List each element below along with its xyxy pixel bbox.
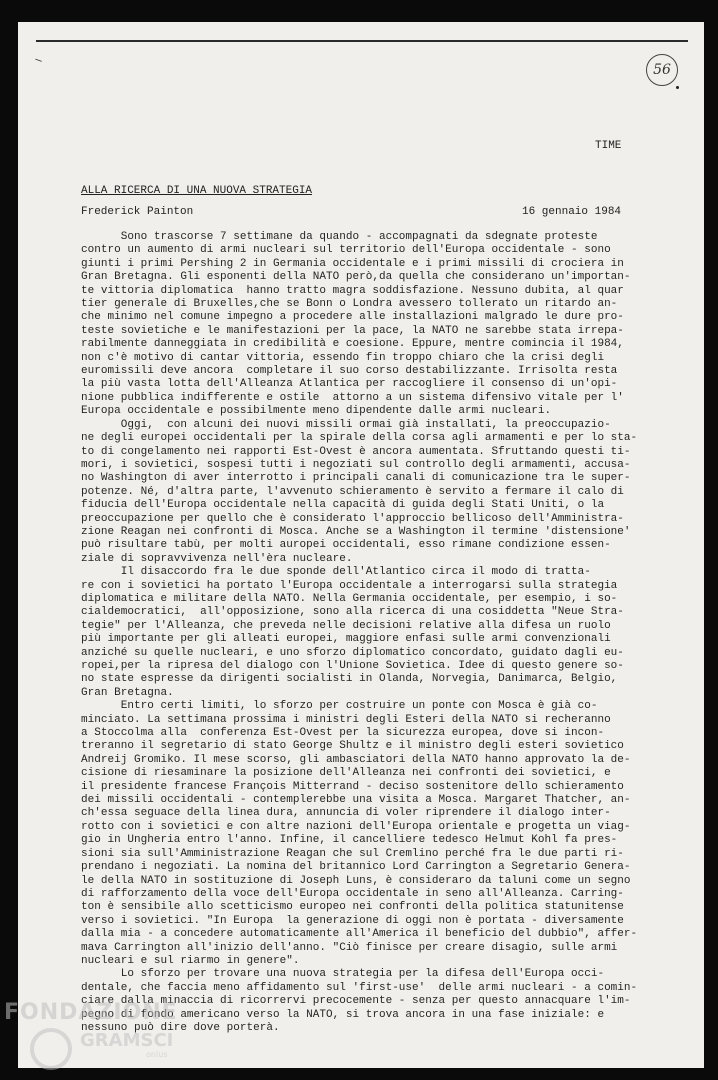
body-line: tier generale di Bruxelles,che se Bonn o Londra avessero tollerato un ritardo an-: [81, 298, 618, 311]
body-line: più importante per gli alleati europei, maggiore enfasi sulle armi convenzionali: [81, 633, 611, 646]
body-line: che minimo nel comune impegno a procedere alle installazioni malgrado le dure pro-: [81, 311, 624, 324]
body-line: zione Reagan nei confronti di Mosca. Anche se a Washington il termine 'distensione': [81, 525, 631, 538]
body-line: preoccupazione per quello che è considerato l'approccio bellicoso dell'Amministra-: [81, 512, 624, 525]
body-line: rotto con i sovietici e con altre nazioni dell'Europa orientale e progetta un viag-: [81, 820, 631, 833]
body-line: cisione di riesaminare la posizione dell'Alleanza nei confronti dei sovietici, e: [81, 767, 611, 780]
body-line: Andreij Gromiko. Il mese scorso, gli ambasciatori della NATO hanno approvato la de-: [81, 753, 631, 766]
body-line: dalla mia - a concedere automaticamente all'America il beneficio del dubbio", affer-: [81, 928, 638, 941]
watermark-gramsci: GRAMSCI: [80, 1030, 174, 1051]
body-line: Oggi, con alcuni dei nuovi missili ormai già installati, la preoccupazio-: [81, 418, 611, 431]
document-page: [18, 22, 704, 1068]
body-line: Entro certi limiti, lo sforzo per costruire un ponte con Mosca è già co-: [81, 700, 598, 713]
body-line: tegie" per l'Alleanza, che preveda nelle decisioni relative alla difesa un ruolo: [81, 619, 611, 632]
body-line: Gran Bretagna.: [81, 686, 174, 699]
body-line: ton è sensibile allo scetticismo europeo nei confronti della politica statunitense: [81, 901, 624, 914]
body-line: ciare dalla minaccia di ricorrervi precocemente - senza per questo annacquare l'im-: [81, 995, 631, 1008]
body-line: Lo sforzo per trovare una nuova strategia per la difesa dell'Europa occi-: [81, 968, 605, 981]
body-line: to di congelamento nei rapporti Est-Ovest è ancora aumentata. Sfruttando questi ti-: [81, 445, 631, 458]
body-line: ne degli europei occidentali per la spirale della corsa agli armamenti e per lo sta-: [81, 432, 638, 445]
body-line: dei missili occidentali - contemplerebbe una visita a Mosca. Margaret Thatcher, an-: [81, 794, 631, 807]
watermark-logo-icon: [30, 1028, 72, 1070]
body-line: giunti i primi Pershing 2 in Germania occidentale e i primi missili di crociera in: [81, 257, 624, 270]
body-line: minciato. La settimana prossima i ministri degli Esteri della NATO si recheranno: [81, 713, 611, 726]
body-line: prendano i negoziati. La nomina del britannico Lord Carrington a Segretario Genera-: [81, 861, 631, 874]
body-line: rabilmente danneggiata in credibilità e coesione. Eppure, mentre comincia il 1984,: [81, 338, 624, 351]
body-line: gio in Ungheria entro l'anno. Infine, il cancelliere tedesco Helmut Kohl fa pres-: [81, 834, 618, 847]
body-line: potenze. Né, d'altra parte, l'avvenuto schieramento è servito a fermare il calo di: [81, 485, 624, 498]
body-line: ch'essa seguace della linea dura, annuncia di voler riprendere il dialogo inter-: [81, 807, 611, 820]
body-line: te vittoria diplomatica hanno tratto magra soddisfazione. Nessuno dubita, al quar: [81, 284, 624, 297]
author: Frederick Painton: [81, 206, 194, 218]
body-line: nessuno può dire dove porterà.: [81, 1021, 280, 1034]
body-line: treranno il segretario di stato George Shultz e il ministro degli esteri sovietico: [81, 740, 624, 753]
body-line: mava Carrington all'inizio dell'anno. "Ciò finisce per creare disagio, sulle armi: [81, 941, 618, 954]
body-line: anziché su quelle nucleari, e uno sforzo diplomatico concordato, guidato dagli eu-: [81, 646, 624, 659]
body-line: dentale, che faccia meno affidamento sul 'first-use' delle armi nucleari - a comin-: [81, 981, 638, 994]
page-number: 56: [646, 54, 678, 86]
body-line: di rafforzamento della voce dell'Europa occidentale in seno all'Alleanza. Carring-: [81, 887, 624, 900]
body-line: Europa occidentale e possibilmente meno dipendente dalle armi nucleari.: [81, 405, 552, 418]
body-line: sioni sia sull'Amministrazione Reagan che sul Cremlino perché fra le due parti ri-: [81, 847, 624, 860]
pen-mark: —: [33, 54, 44, 68]
body-line: il presidente francese François Mitterrand - deciso sostenitore dello schieramento: [81, 780, 624, 793]
body-line: non c'è motivo di cantar vittoria, essendo fin troppo chiaro che la crisi degli: [81, 351, 605, 364]
body-line: nucleari e sul riarmo in genere".: [81, 954, 300, 967]
body-line: le della NATO in sostituzione di Joseph Luns, è consideraro da taluni come un segno: [81, 874, 631, 887]
body-line: euromissili deve ancora completare il suo corso destabilizzante. Irrisolta resta: [81, 365, 618, 378]
body-line: verso i sovietici. "In Europa la generazione di oggi non è portata - diversamente: [81, 914, 624, 927]
date: 16 gennaio 1984: [522, 206, 622, 218]
body-line: contro un aumento di armi nucleari sul territorio dell'Europa occidentale - sono: [81, 244, 611, 257]
body-line: re con i sovietici ha portato l'Europa occidentale a interrogarsi sulla strategia: [81, 579, 618, 592]
source-label: TIME: [595, 140, 622, 152]
body-line: Sono trascorse 7 settimane da quando - accompagnati da sdegnate proteste: [81, 231, 598, 243]
body-line: può risultare tabù, per molti auropei occidentali, esso rimane condizione essen-: [81, 539, 611, 552]
body-line: la più vasta lotta dell'Alleanza Atlantica per raccogliere il consenso di un'opi-: [81, 378, 618, 391]
watermark-foundation: FONDAZIONE: [4, 1000, 178, 1025]
body-line: Il disaccordo fra le due sponde dell'Atlantico circa il modo di tratta-: [81, 566, 591, 579]
body-line: fiducia dell'Europa occidentale nella capacità di guida degli Stati Uniti, o la: [81, 499, 605, 512]
body-line: nione pubblica indifferente e ostile attorno a un sistema difensivo vitale per l': [81, 391, 624, 404]
body-line: a Stoccolma alla conferenza Est-Ovest per la sicurezza europea, dove si incon-: [81, 727, 605, 740]
watermark-onlus: onlus: [146, 1050, 168, 1059]
body-line: pegno di fondo americano verso la NATO, si trova ancora in una fase iniziale: e: [81, 1008, 605, 1021]
body-line: diplomatica e militare della NATO. Nella Germania occidentale, per esempio, i so-: [81, 592, 618, 605]
article-body: [81, 231, 651, 1035]
ink-dot: [676, 86, 679, 89]
body-line: ziale di sopravvivenza nell'èra nucleare.: [81, 552, 353, 565]
body-line: ropei,per la ripresa del dialogo con l'Unione Sovietica. Idee di questo genere so-: [81, 660, 624, 672]
top-rule: [36, 40, 688, 42]
body-line: cialdemocratici, all'opposizione, sono alla ricerca di una cosiddetta "Neue Stra-: [81, 606, 624, 619]
body-line: mori, i sovietici, sospesi tutti i negoziati sul controllo degli armamenti, accusa-: [81, 458, 631, 471]
body-line: no Washington di aver interrotto i principali canali di comunicazione tra le super-: [81, 472, 631, 485]
body-line: teste sovietiche e le manifestazioni per la pace, la NATO ne sarebbe stata irrepa-: [81, 324, 624, 337]
body-line: Gran Bretagna. Gli esponenti della NATO però,da quella che considerano un'importan-: [81, 271, 631, 284]
body-line: no state espresse da dirigenti socialisti in Olanda, Norvegia, Danimarca, Belgio,: [81, 673, 618, 686]
article-title: ALLA RICERCA DI UNA NUOVA STRATEGIA: [81, 185, 313, 197]
